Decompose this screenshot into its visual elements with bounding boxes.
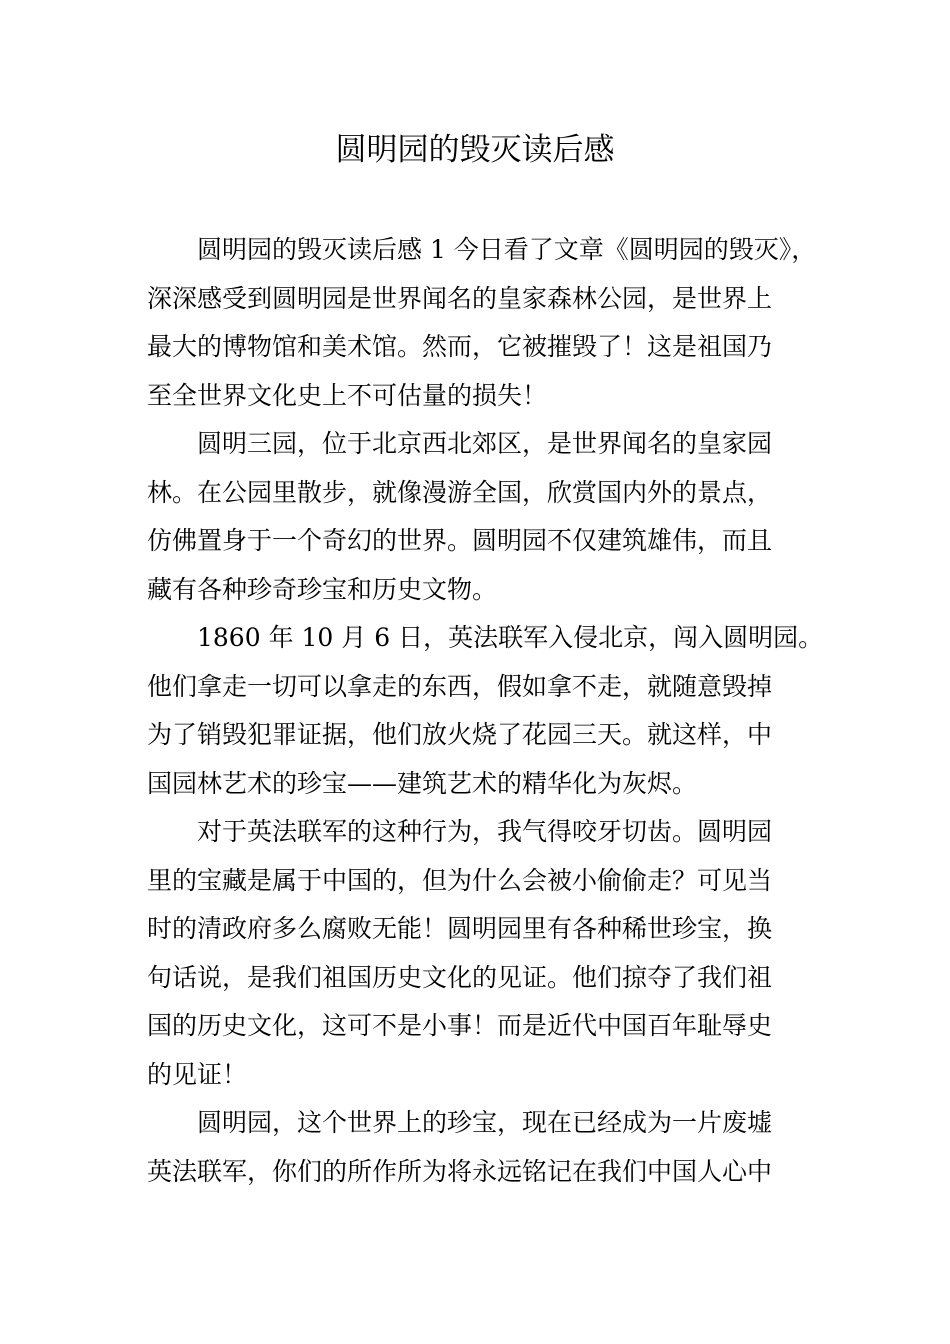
text-line: 的见证！ (147, 1059, 248, 1089)
paragraph (147, 420, 810, 614)
text-line: 英法联军，你们的所作所为将永远铭记在我们中国人心中 (147, 1156, 773, 1186)
text-line: 国的历史文化，这可不是小事！而是近代中国百年耻辱史 (147, 1011, 773, 1040)
text-line: 藏有各种珍奇珍宝和历史文物。 (147, 574, 498, 604)
text-line: 深深感受到圆明园是世界闻名的皇家森林公园，是世界上 (147, 283, 773, 313)
text-line: 里的宝藏是属于中国的，但为什么会被小偷偷走？可见当 (147, 865, 773, 895)
paragraph (147, 1099, 810, 1196)
paragraph (147, 614, 824, 808)
text-line: 圆明园的毁灭读后感 1 今日看了文章《圆明园的毁灭》， (197, 235, 817, 264)
text-line: 仿佛置身于一个奇幻的世界。圆明园不仅建筑雄伟，而且 (147, 526, 773, 555)
text-line: 句话说，是我们祖国历史文化的见证。他们掠夺了我们祖 (147, 962, 773, 992)
paragraph (147, 808, 810, 1099)
text-line: 至全世界文化史上不可估量的损失！ (147, 380, 548, 410)
text-line: 国园林艺术的珍宝——建筑艺术的精华化为灰烬。 (147, 768, 698, 798)
text-line: 圆明三园，位于北京西北郊区，是世界闻名的皇家园 (197, 429, 773, 458)
text-line: 时的清政府多么腐败无能！圆明园里有各种稀世珍宝，换 (147, 914, 773, 943)
document-body (147, 226, 824, 1196)
text-line: 圆明园，这个世界上的珍宝，现在已经成为一片废墟 (197, 1108, 773, 1137)
text-line: 为了销毁犯罪证据，他们放火烧了花园三天。就这样，中 (147, 720, 773, 749)
document-title: 圆明园的毁灭读后感 (335, 132, 615, 168)
paragraph (147, 226, 817, 420)
text-line: 林。在公园里散步，就像漫游全国，欣赏国内外的景点， (147, 477, 773, 507)
text-line: 最大的博物馆和美术馆。然而，它被摧毁了！这是祖国乃 (147, 332, 773, 361)
text-line: 1860 年 10 月 6 日，英法联军入侵北京，闯入圆明园。 (197, 623, 824, 652)
text-line: 对于英法联军的这种行为，我气得咬牙切齿。圆明园 (197, 817, 773, 846)
text-line: 他们拿走一切可以拿走的东西，假如拿不走，就随意毁掉 (147, 671, 773, 701)
